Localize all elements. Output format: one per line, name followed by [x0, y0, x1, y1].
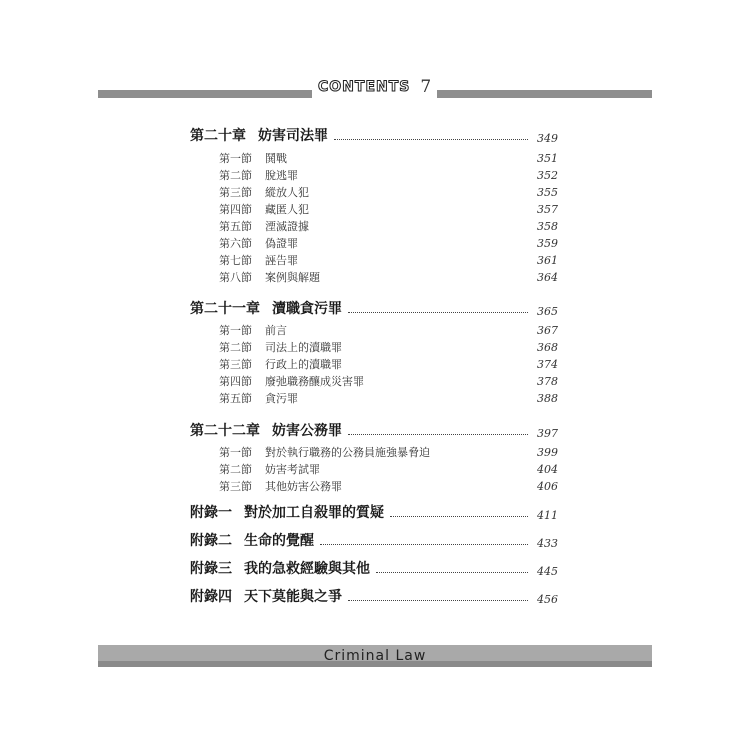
section-page: 364 — [537, 270, 558, 284]
header-page-number: 7 — [420, 77, 432, 97]
section-title: 偽證罪 — [265, 237, 298, 250]
toc-section[interactable] — [219, 252, 558, 268]
section-page: 359 — [537, 236, 558, 250]
section-page: 355 — [537, 185, 558, 199]
section-label: 第三節 — [219, 480, 252, 493]
toc-chapter-21[interactable] — [190, 296, 558, 318]
dot-leader — [348, 311, 528, 313]
section-label: 第一節 — [219, 446, 252, 459]
section-title: 行政上的瀆職罪 — [265, 358, 342, 371]
section-label: 第四節 — [219, 203, 252, 216]
toc-chapter-20[interactable] — [190, 123, 558, 145]
dot-leader — [376, 571, 528, 573]
section-label: 第一節 — [219, 324, 252, 337]
chapter-page: 365 — [537, 305, 558, 318]
appendix-page: 411 — [537, 509, 558, 522]
appendix-page: 445 — [537, 565, 558, 578]
section-page: 378 — [537, 374, 558, 388]
chapter-page: 349 — [537, 132, 558, 145]
chapter-page: 397 — [537, 427, 558, 440]
section-title: 司法上的瀆職罪 — [265, 341, 342, 354]
section-label: 第二節 — [219, 169, 252, 182]
toc-section[interactable] — [219, 201, 558, 217]
section-page: 357 — [537, 202, 558, 216]
section-label: 第二節 — [219, 463, 252, 476]
dot-leader — [348, 599, 528, 601]
section-page: 367 — [537, 323, 558, 337]
toc-appendix-3[interactable] — [190, 556, 558, 578]
toc-appendix-1[interactable] — [190, 500, 558, 522]
section-title: 案例與解題 — [265, 271, 320, 284]
appendix-page: 433 — [537, 537, 558, 550]
chapter-title: 第二十二章 妨害公務罪 — [190, 423, 342, 439]
toc-section[interactable] — [219, 269, 558, 285]
section-title: 妨害考試罪 — [265, 463, 320, 476]
dot-leader — [390, 515, 528, 517]
toc-chapter-22[interactable] — [190, 418, 558, 440]
section-title: 縱放人犯 — [265, 186, 309, 199]
appendix-title: 附錄一 對於加工自殺罪的質疑 — [190, 505, 384, 521]
section-label: 第五節 — [219, 220, 252, 233]
section-title: 脫逃罪 — [265, 169, 298, 182]
section-page: 361 — [537, 253, 558, 267]
section-title: 前言 — [265, 324, 287, 337]
toc-appendix-4[interactable] — [190, 584, 558, 606]
section-label: 第三節 — [219, 358, 252, 371]
toc-section[interactable] — [219, 461, 558, 477]
dot-leader — [320, 543, 528, 545]
toc-section[interactable] — [219, 339, 558, 355]
section-page: 404 — [537, 462, 558, 476]
section-title: 貪污罪 — [265, 392, 298, 405]
section-label: 第八節 — [219, 271, 252, 284]
running-header — [312, 76, 437, 98]
dot-leader — [348, 433, 528, 435]
chapter-title: 第二十章 妨害司法罪 — [190, 128, 328, 144]
toc-section[interactable] — [219, 235, 558, 251]
section-title: 鬨戰 — [265, 152, 287, 165]
section-page: 352 — [537, 168, 558, 182]
appendix-title: 附錄四 天下莫能與之爭 — [190, 589, 342, 605]
section-page: 406 — [537, 479, 558, 493]
section-title: 其他妨害公務罪 — [265, 480, 342, 493]
appendix-page: 456 — [537, 593, 558, 606]
section-label: 第五節 — [219, 392, 252, 405]
section-label: 第七節 — [219, 254, 252, 267]
section-page: 388 — [537, 391, 558, 405]
toc-section[interactable] — [219, 390, 558, 406]
toc-section[interactable] — [219, 478, 558, 494]
toc-appendix-2[interactable] — [190, 528, 558, 550]
chapter-title: 第二十一章 瀆職貪污罪 — [190, 301, 342, 317]
toc-section[interactable] — [219, 356, 558, 372]
section-page: 374 — [537, 357, 558, 371]
section-page: 399 — [537, 445, 558, 459]
section-label: 第六節 — [219, 237, 252, 250]
section-label: 第三節 — [219, 186, 252, 199]
toc-section[interactable] — [219, 373, 558, 389]
dot-leader — [334, 138, 528, 140]
toc-section[interactable] — [219, 218, 558, 234]
section-page: 351 — [537, 151, 558, 165]
toc-section[interactable] — [219, 444, 558, 460]
appendix-title: 附錄三 我的急救經驗與其他 — [190, 561, 370, 577]
section-label: 第四節 — [219, 375, 252, 388]
toc-section[interactable] — [219, 184, 558, 200]
section-title: 湮滅證據 — [265, 220, 309, 233]
section-title: 廢弛職務釀成災害罪 — [265, 375, 364, 388]
toc-section[interactable] — [219, 322, 558, 338]
section-page: 358 — [537, 219, 558, 233]
footer-title: Criminal Law — [323, 648, 427, 664]
section-title: 對於執行職務的公務員施強暴脅迫 — [265, 446, 430, 459]
toc-section[interactable] — [219, 167, 558, 183]
header-title: CONTENTS — [318, 79, 411, 95]
section-title: 藏匿人犯 — [265, 203, 309, 216]
section-label: 第二節 — [219, 341, 252, 354]
section-page: 368 — [537, 340, 558, 354]
section-title: 誣告罪 — [265, 254, 298, 267]
section-label: 第一節 — [219, 152, 252, 165]
toc-section[interactable] — [219, 150, 558, 166]
appendix-title: 附錄二 生命的覺醒 — [190, 533, 314, 549]
